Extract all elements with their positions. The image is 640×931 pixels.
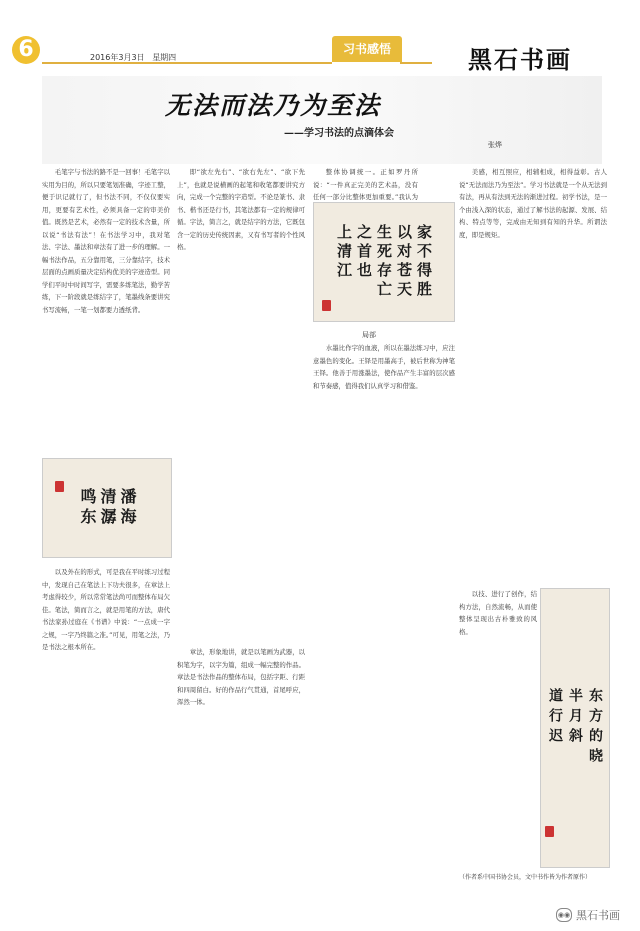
article-column-4: 美感，相互照应，相辅相成，相得益彰。古人说“无法而法乃为至法”。学习书法就是一个从无法到有法，再从有法到无法的渐进过程。初学书法，是一个由浅入深的状态，通过了解书法的起源、发展、结构、特点等等，完成由无知到有知的升华。所谓法度，即是规矩。	[459, 168, 607, 239]
article-column-3-lower: 水墨比作字的血液，所以在墨法练习中，应注意墨色的变化。王铎是用墨高手，被后世称为神笔王铎。他善于用涨墨法，使作品产生丰富的层次感和节奏感，值得我们认真学习和借鉴。	[313, 344, 455, 390]
calligraphy-caption: 局部	[362, 331, 376, 339]
article-column-1-lower: 以及外在的形式，可是我在平时练习过程中，发现自己在笔法上下功夫很多，在章法上考虑得较少，所以常常笔法尚可而整体布局欠佳。笔法，简而言之，就是用笔的方法，唐代书法家孙过庭在《书谱》中说：“一点成一字之规，一字乃终篇之准。”可见，用笔之法，乃是书法之根本所在。	[42, 568, 170, 651]
article-subtitle: ——学习书法的点滴体会	[284, 128, 394, 139]
seal-stamp	[322, 300, 331, 311]
header-rule	[42, 62, 332, 64]
article-column-3: 整体协调统一。正如罗丹所说：“一件真正完美的艺术品，没有任何一部分比整体更加重要。”我认为	[313, 168, 418, 200]
article-column-2: 即“欲左先右”、“欲右先左”、“欲下先上”，也就是说横画的起笔和收笔都要讲究方向，完成一个完整的字造型。不论是篆书、隶书、楷书还是行书，其笔法都有一定的规律可循。字法，简言之，就是结字的方法，它既包含一定的历史传统因素，又有书写者的个性风格。	[177, 168, 305, 251]
author-footnote: （作者系中国书协会员，文中书作皆为作者原作）	[459, 874, 592, 881]
brand-title: 黑石书画	[468, 45, 572, 74]
calligraphy-right-text: 东方的晓 半月斜 道行迟	[547, 688, 603, 768]
section-tab: 习书感悟	[332, 36, 402, 62]
watermark	[556, 907, 620, 923]
header-rule-right	[400, 62, 432, 64]
article-column-2-lower: 章法，形象地讲，就是以笔画为武器，以积笔为字，以字为篇，组成一幅完整的作品。章法是书法作品的整体布局，包括字距、行距和四周留白。好的作品行气贯通，首尾呼应，浑然一体。	[177, 648, 305, 706]
calligraphy-artwork-left	[42, 458, 172, 558]
issue-number-badge: 6	[12, 36, 40, 64]
article-title: 无法而法乃为至法	[165, 91, 382, 120]
calligraphy-artwork-right	[540, 588, 610, 868]
calligraphy-top-text: 家不得胜 以对苍天 生死存亡 之首也 上清江	[335, 224, 433, 300]
article-column-4-lower: 以技、进行了创作，结构方法，自然流畅，从而使整体呈现出古朴雅致的风格。	[459, 590, 537, 636]
seal-stamp-right	[545, 826, 554, 837]
article-column-1: 毛笔字与书法的路不是一回事！毛笔字以实用为目的，所以只要笔划准确，字迹工整，便于识记就行了，但书法不同，不仅仅要实用，更要有艺术性，必须具备一定的审美价值。既然是艺术，必然有一定的技术含量，所以说“书法有法”！在书法学习中，我对笔法、字法、墨法和章法有了进一步的理解。一幅书法作品，五分靠用笔，三分靠结字，技术层面的点画质量决定结构优美的字迹造型。同学们平时中时间写字，需要多练笔法，勤学苦练，下一阶段就是练结字了，笔墨线条要讲究书写流畅，一笔一划都要力透纸背。	[42, 168, 170, 314]
calligraphy-left-text: 潘海 清潺 鸣东	[78, 488, 137, 528]
issue-date: 2016年3月3日 星期四	[90, 53, 177, 62]
wechat-icon: ◉◉	[556, 908, 572, 922]
calligraphy-artwork-top	[313, 202, 455, 322]
watermark-text: 黑石书画	[576, 909, 620, 922]
article-author: 张烨	[488, 141, 502, 149]
seal-stamp-left	[55, 481, 64, 492]
